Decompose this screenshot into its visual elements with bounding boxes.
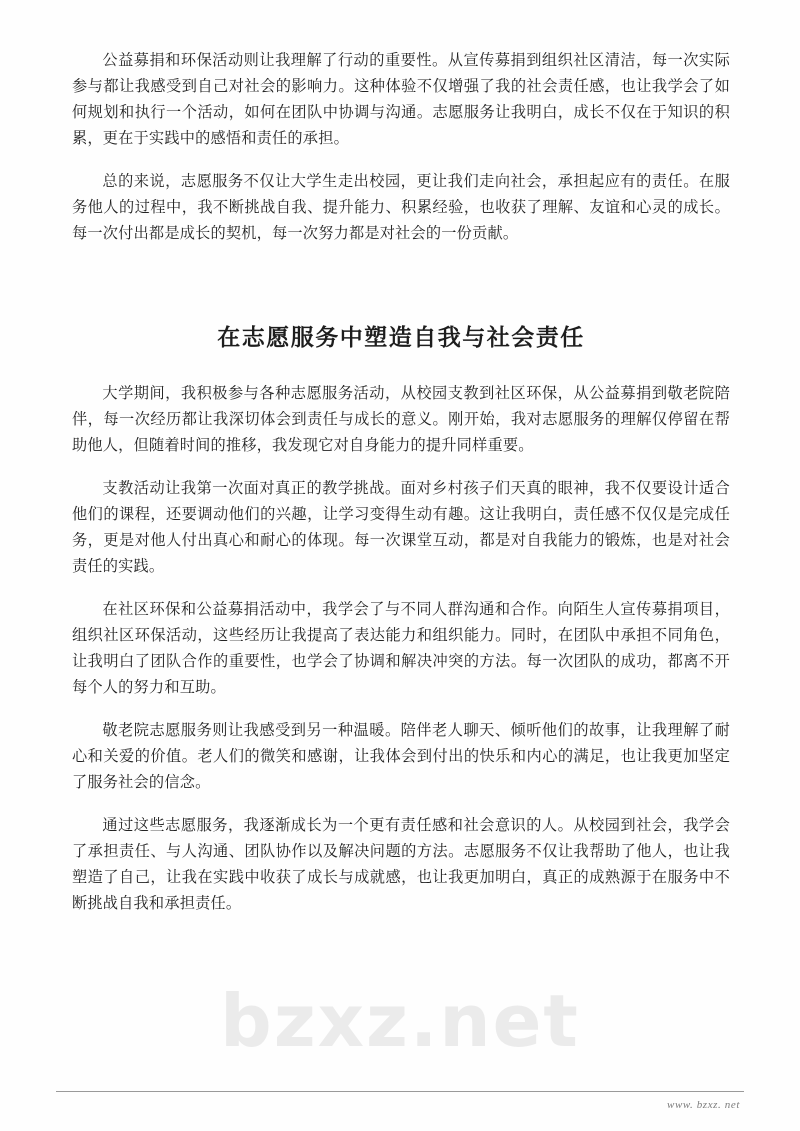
title-spacer-bottom — [72, 355, 730, 381]
intro-paragraph-2: 总的来说，志愿服务不仅让大学生走出校园，更让我们走向社会，承担起应有的责任。在服务他人的过程中，我不断挑战自我、提升能力、积累经验，也收获了理解、友谊和心灵的成长。每一次付出都是成长的契机，每一次努力都是对社会的一份贡献。 — [72, 173, 730, 242]
article-title: 在志愿服务中塑造自我与社会责任 — [217, 325, 585, 350]
intro-section — [72, 48, 730, 247]
article-paragraph-1: 大学期间，我积极参与各种志愿服务活动，从校园支教到社区环保，从公益募捐到敬老院陪伴，每一次经历都让我深切体会到责任与成长的意义。刚开始，我对志愿服务的理解仅停留在帮助他人，但随着时间的推移，我发现它对自身能力的提升同样重要。 — [72, 385, 730, 454]
article-paragraph-2: 支教活动让我第一次面对真正的教学挑战。面对乡村孩子们天真的眼神，我不仅要设计适合他们的课程，还要调动他们的兴趣，让学习变得生动有趣。这让我明白，责任感不仅仅是完成任务，更是对他人付出真心和耐心的体现。每一次课堂互动，都是对自我能力的锻炼，也是对社会责任的实践。 — [72, 480, 730, 575]
intro-paragraph-1: 公益募捐和环保活动则让我理解了行动的重要性。从宣传募捐到组织社区清洁，每一次实际参与都让我感受到自己对社会的影响力。这种体验不仅增强了我的社会责任感，也让我学会了如何规划和执行一个活动，如何在团队中协调与沟通。志愿服务让我明白，成长不仅在于知识的积累，更在于实践中的感悟和责任的承担。 — [72, 52, 730, 147]
article-body — [72, 381, 730, 917]
title-spacer-top — [72, 247, 730, 321]
article-paragraph-4: 敬老院志愿服务则让我感受到另一种温暖。陪伴老人聊天、倾听他们的故事，让我理解了耐心和关爱的价值。老人们的微笑和感谢，让我体会到付出的快乐和内心的满足，也让我更加坚定了服务社会的信念。 — [72, 722, 730, 791]
footer-url: www. bzxz. net — [667, 1099, 740, 1111]
footer-divider — [56, 1091, 744, 1092]
page-footer — [56, 1091, 744, 1111]
watermark-bzxz: bzxz.net — [220, 979, 580, 1063]
article-paragraph-3: 在社区环保和公益募捐活动中，我学会了与不同人群沟通和合作。向陌生人宣传募捐项目，组织社区环保活动，这些经历让我提高了表达能力和组织能力。同时，在团队中承担不同角色，让我明白了团队合作的重要性，也学会了协调和解决冲突的方法。每一次团队的成功，都离不开每个人的努力和互助。 — [72, 601, 730, 696]
article-paragraph-5: 通过这些志愿服务，我逐渐成长为一个更有责任感和社会意识的人。从校园到社会，我学会了承担责任、与人沟通、团队协作以及解决问题的方法。志愿服务不仅让我帮助了他人，也让我塑造了自己，让我在实践中收获了成长与成就感，也让我更加明白，真正的成熟源于在服务中不断挑战自我和承担责任。 — [72, 817, 730, 912]
